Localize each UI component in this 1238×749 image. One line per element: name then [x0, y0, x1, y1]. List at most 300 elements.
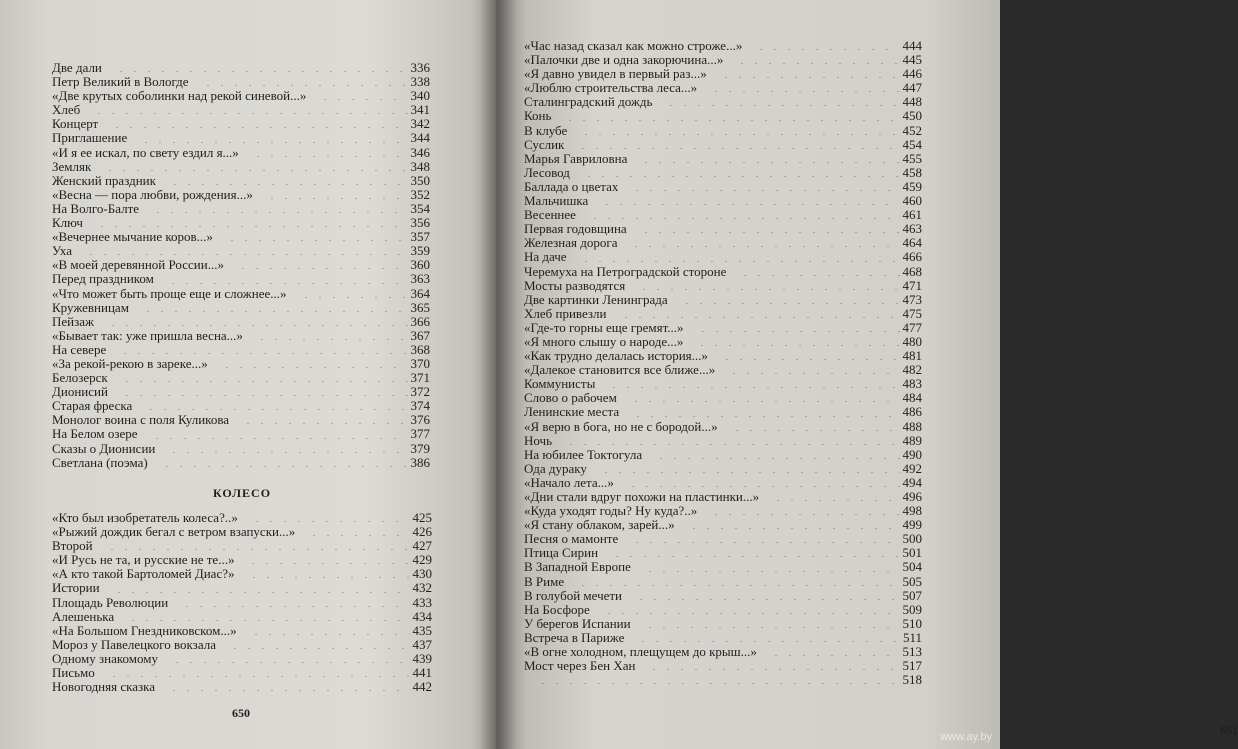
toc-entry-title: Светлана (поэма)	[52, 454, 148, 470]
dot-leader	[249, 339, 408, 340]
toc-entry-page: 344	[410, 130, 430, 146]
toc-entry-title: На севере	[52, 341, 107, 357]
toc-entry-title: «Вечернее мычание коров...»	[52, 229, 213, 245]
toc-entry	[52, 511, 432, 525]
toc-entry-page: 430	[412, 566, 432, 582]
toc-entry-page: 458	[902, 164, 922, 180]
toc-entry-title: Старая фреска	[52, 398, 133, 414]
toc-entry	[52, 61, 430, 75]
toc-entry	[524, 631, 922, 645]
toc-entry-title: Марья Гавриловна	[524, 150, 628, 166]
toc-entry	[52, 202, 430, 216]
dot-leader	[573, 261, 900, 262]
toc-entry-title: Петр Великий в Вологде	[52, 74, 189, 90]
dot-leader	[558, 444, 900, 445]
dot-leader	[243, 634, 410, 635]
dot-leader	[174, 606, 410, 607]
toc-entry-title: «Я много слышу о народе...»	[524, 333, 684, 349]
toc-entry-page: 354	[410, 200, 430, 216]
toc-entry	[52, 343, 430, 357]
toc-entry	[52, 680, 432, 694]
toc-entry-page: 446	[902, 66, 922, 82]
dot-leader	[703, 514, 900, 515]
toc-entry-page: 466	[902, 249, 922, 265]
toc-entry	[524, 321, 922, 335]
dot-leader	[230, 268, 408, 269]
toc-entry-title: В Западной Европе	[524, 559, 631, 575]
toc-entry	[524, 53, 922, 67]
dot-leader	[593, 472, 900, 473]
toc-entry-page: 468	[902, 263, 922, 279]
toc-entry-page: 464	[902, 235, 922, 251]
toc-entry	[52, 230, 430, 244]
dot-leader	[721, 373, 900, 374]
toc-entry-page: 489	[902, 432, 922, 448]
toc-entry	[524, 546, 922, 560]
toc-entry-page: 441	[412, 665, 432, 681]
toc-entry-title: На Босфоре	[524, 601, 590, 617]
toc-entry-page: 484	[902, 390, 922, 406]
dot-leader	[570, 585, 900, 586]
toc-entry-page: 357	[410, 229, 430, 245]
toc-entry	[524, 532, 922, 546]
toc-entry-title: Хлеб	[52, 102, 81, 118]
toc-entry-title: На юбилее Токтогула	[524, 446, 643, 462]
toc-entry	[524, 124, 922, 138]
dot-leader	[648, 458, 900, 459]
toc-entry	[524, 575, 922, 589]
dot-leader	[631, 289, 900, 290]
toc-entry-title: «Что может быть проще еще и сложнее...»	[52, 285, 287, 301]
toc-entry-title: «За рекой-рекою в зареке...»	[52, 355, 208, 371]
dot-leader	[613, 317, 900, 318]
toc-entry	[52, 371, 430, 385]
toc-entry-page: 482	[902, 362, 922, 378]
toc-entry-title: «Дни стали вдруг похожи на пластинки...»	[524, 489, 760, 504]
toc-entry	[52, 525, 432, 539]
dot-leader	[214, 367, 408, 368]
toc-entry-title: Белозерск	[52, 370, 108, 386]
toc-entry-page: 342	[410, 116, 430, 132]
toc-entry	[524, 659, 922, 673]
toc-entry	[524, 39, 922, 53]
toc-entry-title: Дионисий	[52, 384, 108, 400]
toc-entry-title: Новогодняя сказка	[52, 679, 156, 695]
toc-entry	[524, 434, 922, 448]
toc-entry-title: Хлеб привезли	[524, 305, 607, 321]
toc-entry-page: 346	[410, 144, 430, 160]
toc-entry-title: Встреча в Париже	[524, 629, 625, 645]
toc-entry-title: Птица Сирин	[524, 545, 599, 561]
toc-entry	[524, 518, 922, 532]
toc-entry-page: 341	[410, 102, 430, 118]
toc-entry-title: «Где-то горны еще гремят...»	[524, 319, 684, 335]
dot-leader	[160, 283, 408, 284]
dot-leader	[763, 655, 900, 656]
dot-leader	[154, 466, 408, 467]
dot-leader	[703, 91, 900, 92]
toc-entry	[524, 673, 922, 687]
toc-entry	[52, 188, 430, 202]
toc-entry	[52, 442, 430, 456]
dot-leader	[630, 641, 900, 642]
toc-entry	[52, 666, 432, 680]
toc-entry	[52, 456, 430, 470]
toc-entry-page: 442	[412, 679, 432, 695]
toc-entry-page: 492	[902, 460, 922, 476]
toc-entry-page: 511	[902, 629, 922, 645]
toc-entry	[52, 385, 430, 399]
toc-entry-page: 490	[902, 446, 922, 462]
toc-entry-title: Приглашение	[52, 130, 128, 146]
dot-leader	[120, 620, 410, 621]
toc-entry-page: 350	[410, 172, 430, 188]
toc-entry-title: «Я давно увидел в первый раз...»	[524, 66, 707, 82]
toc-entry	[52, 174, 430, 188]
toc-entry-page: 433	[412, 594, 432, 610]
toc-entry	[524, 377, 922, 391]
toc-entry-title: На Волго-Балте	[52, 200, 140, 216]
toc-entry-page: 367	[410, 327, 430, 343]
toc-entry-title: Алешенька	[52, 608, 115, 624]
toc-entry-title: Весеннее	[524, 207, 576, 223]
dot-leader	[99, 549, 410, 550]
dot-leader	[104, 127, 408, 128]
toc-entry-title: Лесовод	[524, 164, 570, 180]
dot-leader	[312, 99, 408, 100]
dot-leader	[100, 325, 408, 326]
toc-entry	[524, 603, 922, 617]
toc-entry	[52, 329, 430, 343]
dot-leader	[570, 148, 900, 149]
toc-entry-page: 483	[902, 376, 922, 392]
toc-entry	[524, 138, 922, 152]
toc-entry-title: У берегов Испании	[524, 615, 631, 631]
toc-entry-page: 338	[410, 74, 430, 90]
toc-entry	[52, 399, 430, 413]
dot-leader	[301, 535, 410, 536]
toc-entry-page: 459	[902, 178, 922, 194]
watermark: www.ay.by	[940, 731, 992, 743]
toc-entry	[524, 95, 922, 109]
toc-entry-page: 439	[412, 650, 432, 666]
dot-leader	[241, 577, 410, 578]
toc-entry-page: 513	[902, 644, 922, 660]
toc-entry	[524, 222, 922, 236]
toc-entry-title: «Я верю в бога, но не с бородой...»	[524, 418, 718, 434]
toc-entry-title: «А кто такой Бартоломей Диас?»	[52, 566, 235, 582]
toc-entry-title: Мост через Бен Хан	[524, 658, 636, 674]
toc-entry-title: Слово о рабочем	[524, 390, 617, 406]
toc-entry-page: 432	[412, 580, 432, 596]
toc-entry	[524, 194, 922, 208]
toc-entry-title: Пейзаж	[52, 313, 95, 329]
toc-entry	[52, 160, 430, 174]
toc-entry-title: Мальчишка	[524, 193, 589, 209]
toc-entry-page: 374	[410, 398, 430, 414]
toc-entry-title: Ночь	[524, 432, 553, 448]
dot-leader	[633, 232, 900, 233]
toc-entry-title: «Рыжий дождик бегал с ветром взапуски...»	[52, 524, 296, 540]
toc-entry-page: 518	[902, 672, 922, 688]
toc-entry-page: 365	[410, 299, 430, 315]
toc-entry-page: 386	[410, 454, 430, 470]
toc-entry-title: Истории	[52, 580, 100, 596]
left-page	[0, 0, 496, 749]
toc-entry-title: «Весна — пора любви, рождения...»	[52, 186, 253, 202]
toc-entry-page: 500	[902, 531, 922, 547]
toc-entry-page: 336	[410, 60, 430, 75]
toc-entry	[52, 652, 432, 666]
toc-entry-title: «И я ее искал, по свету ездил я...»	[52, 144, 239, 160]
toc-entry-page: 450	[902, 108, 922, 124]
dot-leader	[633, 162, 900, 163]
toc-entry	[52, 301, 430, 315]
dot-leader	[245, 156, 408, 157]
toc-entry-title: Сказы о Дионисии	[52, 440, 156, 456]
toc-entry-page: 444	[902, 38, 922, 53]
toc-list-left-top	[52, 61, 430, 470]
toc-entry-page: 507	[902, 587, 922, 603]
toc-entry	[524, 67, 922, 81]
toc-entry-page: 366	[410, 313, 430, 329]
toc-entry-page: 499	[902, 517, 922, 533]
dot-leader	[674, 303, 900, 304]
toc-entry-page: 505	[902, 573, 922, 589]
toc-entry-title: Мороз у Павелецкого вокзала	[52, 636, 216, 652]
toc-entry-page: 463	[902, 221, 922, 237]
toc-entry	[52, 117, 430, 131]
toc-entry-page: 360	[410, 257, 430, 273]
toc-entry-title: На Белом озере	[52, 426, 138, 442]
toc-entry	[52, 581, 432, 595]
toc-entry	[52, 244, 430, 258]
toc-entry-page: 509	[902, 601, 922, 617]
toc-entry-title: Женский праздник	[52, 172, 156, 188]
toc-entry	[52, 567, 432, 581]
toc-entry-page: 379	[410, 440, 430, 456]
dot-leader	[582, 218, 900, 219]
toc-entry	[524, 279, 922, 293]
toc-entry-page: 473	[902, 291, 922, 307]
dot-leader	[89, 226, 408, 227]
dot-leader	[161, 690, 410, 691]
dot-leader	[97, 170, 408, 171]
toc-entry-title: В Риме	[524, 573, 565, 589]
dot-leader	[108, 71, 408, 72]
toc-entry-title: «Люблю строительства леса...»	[524, 80, 698, 96]
toc-entry	[52, 103, 430, 117]
toc-entry	[52, 624, 432, 638]
toc-entry-page: 370	[410, 355, 430, 371]
toc-entry-page: 364	[410, 285, 430, 301]
toc-entry-page: 477	[902, 319, 922, 335]
toc-entry	[52, 413, 430, 427]
toc-entry-title: «Далекое становится все ближе...»	[524, 362, 716, 378]
toc-entry	[52, 287, 430, 301]
toc-entry	[524, 349, 922, 363]
dot-leader	[114, 395, 408, 396]
toc-entry	[52, 357, 430, 371]
toc-entry-page: 445	[902, 52, 922, 68]
toc-entry	[52, 596, 432, 610]
toc-entry-title: «Две крутых соболинки над рекой синевой...»	[52, 88, 307, 104]
toc-entry-page: 425	[412, 510, 432, 525]
toc-entry	[524, 589, 922, 603]
dot-leader	[604, 556, 900, 557]
toc-entry	[524, 109, 922, 123]
toc-entry	[524, 363, 922, 377]
toc-entry	[52, 146, 430, 160]
toc-list-left-bottom	[52, 511, 432, 694]
dot-leader	[135, 311, 408, 312]
toc-entry	[52, 638, 432, 652]
toc-entry	[524, 208, 922, 222]
toc-entry	[524, 81, 922, 95]
toc-entry-page: 372	[410, 384, 430, 400]
toc-entry	[52, 553, 432, 567]
toc-entry	[524, 462, 922, 476]
toc-entry	[524, 391, 922, 405]
toc-entry-page: 480	[902, 333, 922, 349]
toc-entry-title: Коммунисты	[524, 376, 596, 392]
toc-entry-title: Сталинградский дождь	[524, 94, 653, 110]
toc-entry-title: «Я стану облаком, зарей...»	[524, 517, 675, 533]
toc-entry-page: 368	[410, 341, 430, 357]
dot-leader	[637, 627, 900, 628]
dot-leader	[576, 176, 900, 177]
dot-leader	[658, 105, 900, 106]
section-title: КОЛЕСО	[212, 486, 272, 500]
toc-entry	[52, 610, 432, 624]
toc-entry	[524, 560, 922, 574]
toc-entry-title: Черемуха на Петроградской стороне	[524, 263, 727, 279]
toc-entry	[524, 335, 922, 349]
toc-entry-title: Баллада о цветах	[524, 178, 619, 194]
dot-leader	[259, 198, 408, 199]
toc-entry-title: Концерт	[52, 116, 99, 132]
toc-entry-page: 448	[902, 94, 922, 110]
toc-entry-title: Первая годовщина	[524, 221, 627, 237]
toc-entry	[52, 258, 430, 272]
dot-leader	[557, 120, 900, 121]
toc-entry	[524, 265, 922, 279]
dot-leader	[86, 113, 408, 114]
dot-leader	[594, 204, 900, 205]
toc-entry-page: 461	[902, 207, 922, 223]
toc-entry	[524, 490, 922, 504]
toc-entry-page: 356	[410, 215, 430, 231]
dot-leader	[724, 430, 900, 431]
toc-entry	[524, 236, 922, 250]
dot-leader	[690, 331, 900, 332]
dot-leader	[713, 77, 900, 78]
dot-leader	[162, 184, 408, 185]
dot-leader	[112, 353, 408, 354]
dot-leader	[624, 542, 900, 543]
toc-entry-title: Две дали	[52, 60, 102, 75]
dot-leader	[689, 345, 900, 346]
toc-entry-page: 352	[410, 186, 430, 202]
toc-entry-title: Одному знакомому	[52, 650, 158, 666]
toc-entry-title: «Кто был изобретатель колеса?..»	[52, 510, 238, 525]
toc-entry	[52, 75, 430, 89]
toc-entry-page: 371	[410, 370, 430, 386]
dot-leader	[714, 359, 900, 360]
toc-entry-title: «Куда уходят годы? Ну куда?..»	[524, 503, 698, 519]
toc-entry-title: На даче	[524, 249, 567, 265]
dot-leader	[240, 563, 410, 564]
toc-entry-title: Кружевницам	[52, 299, 129, 315]
toc-entry-title: Ленинские места	[524, 404, 620, 420]
toc-entry-page: 498	[902, 503, 922, 519]
dot-leader	[106, 592, 410, 593]
toc-entry-page: 475	[902, 305, 922, 321]
toc-list-right	[524, 39, 922, 687]
toc-entry	[52, 272, 430, 286]
toc-entry	[524, 405, 922, 419]
dot-leader	[195, 85, 408, 86]
toc-entry-page: 454	[902, 136, 922, 152]
toc-entry-page: 455	[902, 150, 922, 166]
toc-entry-page: 481	[902, 348, 922, 364]
toc-entry-title: Площадь Революции	[52, 594, 169, 610]
toc-entry-title: Монолог воина с поля Куликова	[52, 412, 230, 428]
dot-leader	[78, 254, 408, 255]
toc-entry-page: 427	[412, 538, 432, 554]
dot-leader	[101, 676, 410, 677]
toc-entry-page: 452	[902, 122, 922, 138]
toc-entry-title: Конь	[524, 108, 552, 124]
toc-entry-page: 501	[902, 545, 922, 561]
toc-entry-page: 429	[412, 552, 432, 568]
toc-entry-title: В голубой мечети	[524, 587, 623, 603]
dot-leader	[623, 246, 900, 247]
toc-entry-page: 363	[410, 271, 430, 287]
toc-entry	[524, 476, 922, 490]
toc-entry	[52, 539, 432, 553]
page-number-right: 651	[1220, 723, 1238, 737]
toc-entry	[524, 250, 922, 264]
toc-entry-title: «Час назад сказал как можно строже...»	[524, 38, 743, 53]
dot-leader	[628, 599, 900, 600]
toc-entry-title: «В моей деревянной России...»	[52, 257, 224, 273]
toc-entry-title: В клубе	[524, 122, 568, 138]
toc-entry-page: 517	[902, 658, 922, 674]
toc-entry-page: 471	[902, 277, 922, 293]
dot-leader	[573, 134, 900, 135]
dot-leader	[530, 683, 900, 684]
dot-leader	[596, 613, 900, 614]
dot-leader	[161, 452, 408, 453]
toc-entry	[524, 166, 922, 180]
dot-leader	[601, 387, 900, 388]
toc-entry-page: 447	[902, 80, 922, 96]
dot-leader	[748, 49, 900, 50]
toc-entry-page: 496	[902, 489, 922, 504]
toc-entry-title: Ода дураку	[524, 460, 587, 476]
toc-entry-page: 460	[902, 193, 922, 209]
dot-leader	[133, 142, 408, 143]
dot-leader	[244, 521, 410, 522]
dot-leader	[641, 669, 900, 670]
dot-leader	[637, 571, 900, 572]
toc-entry	[52, 427, 430, 441]
toc-entry-page: 434	[412, 608, 432, 624]
dot-leader	[732, 275, 900, 276]
toc-entry	[524, 504, 922, 518]
dot-leader	[222, 648, 410, 649]
